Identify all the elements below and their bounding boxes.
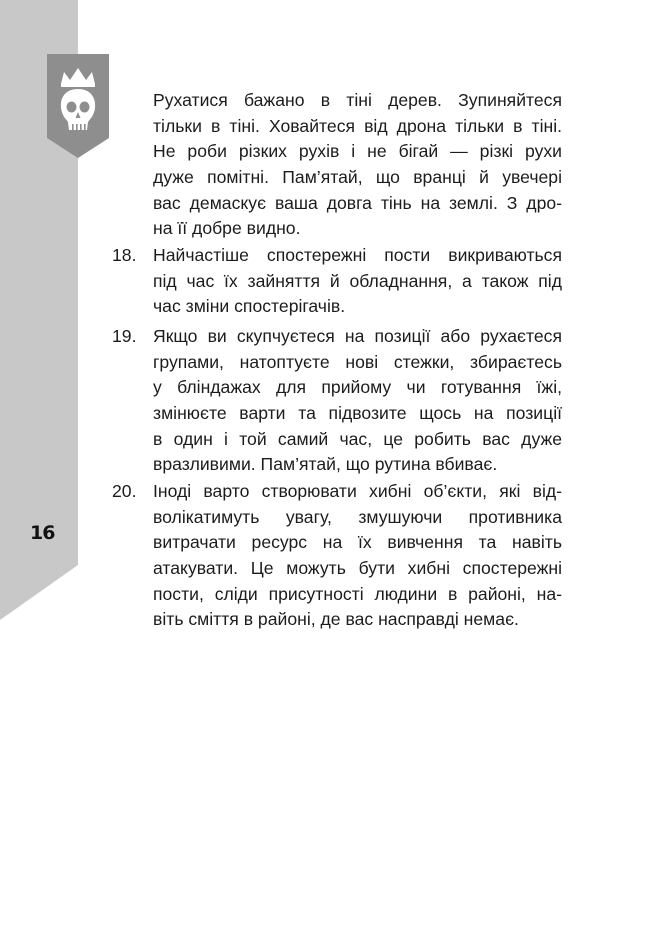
text-line: змінюєте варти та підвозите щось на позиції <box>153 403 562 424</box>
skull-crown-shield-icon <box>47 54 109 158</box>
text-line: тільки в тіні. Ховайтеся від дрона тільки в тіні. <box>153 115 562 136</box>
text-line: Якщо ви скупчуєтеся на позиції або рухаєтеся <box>153 326 562 346</box>
text-line: на її добре видно. <box>153 218 301 239</box>
text-line: під час їх зайняття й обладнання, а також під <box>153 270 562 291</box>
text-line: витрачати ресурс на їх вивчення та навіть <box>153 532 562 553</box>
text-line: в один і той самий час, це робить вас дуже <box>153 428 562 449</box>
text-line: пости, сліди присутності людини в районі, на- <box>153 583 562 604</box>
text-line: дуже помітні. Пам’ятай, що вранці й увечері <box>153 167 562 188</box>
paragraph-item-19 <box>153 324 562 478</box>
text-line: у бліндажах для прийому чи готування їжі, <box>153 377 562 398</box>
item-number-18: 18. <box>112 245 137 265</box>
text-line: групами, натоптуєте нові стежки, збираєтесь <box>153 351 562 372</box>
paragraph-item-18 <box>153 243 562 320</box>
text-line: Рухатися бажано в тіні дерев. Зупиняйтеся <box>153 90 562 110</box>
text-line: Найчастіше спостережні пости викриваються <box>153 245 562 265</box>
text-line: вас демаскує ваша довга тінь на землі. З дро- <box>153 192 562 213</box>
paragraph-item-20 <box>153 479 562 633</box>
item-number-19: 19. <box>112 326 137 346</box>
text-line: вразливими. Пам’ятай, що рутина вбиває. <box>153 454 498 475</box>
paragraph-continuation <box>153 88 562 242</box>
text-line: Не роби різких рухів і не бігай — різкі рухи <box>153 141 562 162</box>
item-number-20: 20. <box>112 481 137 501</box>
text-line: час зміни спостерігачів. <box>153 296 346 317</box>
text-line: віть сміття в районі, де вас насправді немає. <box>153 609 519 630</box>
page-number: 16 <box>30 522 55 544</box>
text-line: Іноді варто створювати хибні об’єкти, які від- <box>153 481 562 501</box>
text-line: волікатимуть увагу, змушуючи противника <box>153 506 562 527</box>
text-line: атакувати. Це можуть бути хибні спостережні <box>153 558 562 579</box>
